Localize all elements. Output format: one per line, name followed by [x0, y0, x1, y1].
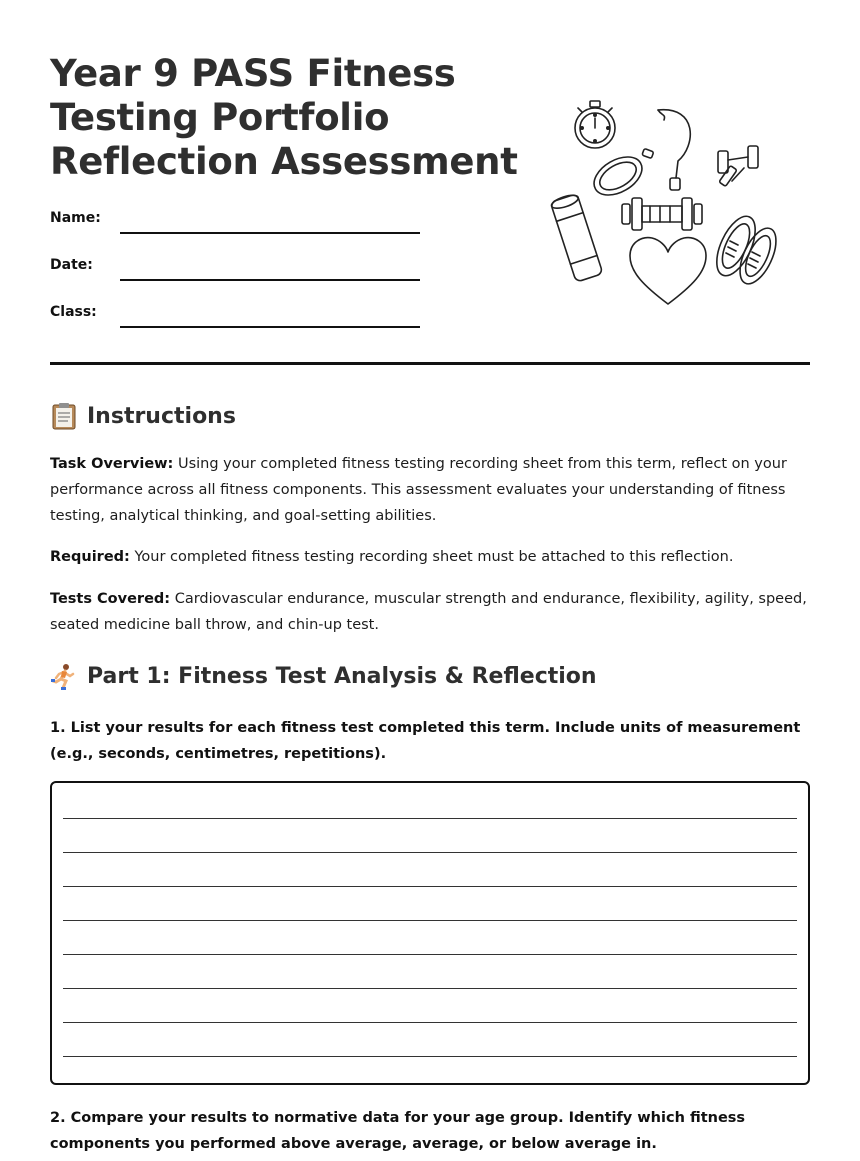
name-input-line[interactable]: [120, 232, 420, 234]
title-line-3: Reflection Assessment: [50, 140, 518, 183]
answer-line: [63, 954, 797, 955]
jump-rope-icon: [587, 110, 690, 203]
required-label: Required:: [50, 549, 130, 565]
answer-line: [63, 886, 797, 887]
task-overview-text: Using your completed fitness testing recording sheet from this term, reflect on your performance across all fitness components. This assessment evaluates your understanding of fitness testing, analytical thinking, and goal-setting abilities.: [50, 456, 787, 524]
section-divider: [50, 362, 810, 365]
page-title: [50, 52, 520, 184]
tests-covered-label: Tests Covered:: [50, 591, 171, 607]
heart-icon: [630, 238, 706, 304]
date-field[interactable]: [50, 257, 420, 287]
runner-icon: [50, 662, 78, 690]
tests-covered-paragraph: [50, 586, 815, 638]
clipboard-icon: [50, 402, 78, 430]
answer-line: [63, 920, 797, 921]
answer-line: [63, 988, 797, 989]
date-input-line[interactable]: [120, 279, 420, 281]
class-label: Class:: [50, 304, 97, 320]
instructions-heading-text: Instructions: [87, 403, 236, 429]
part1-heading-text: Part 1: Fitness Test Analysis & Reflection: [87, 663, 597, 689]
stopwatch-icon: [575, 101, 615, 148]
fitness-equipment-illustration: [548, 96, 780, 310]
sneakers-icon: [709, 211, 780, 289]
title-line-2: Testing Portfolio: [50, 96, 390, 139]
barbell-icon: [622, 198, 702, 230]
answer-line: [63, 818, 797, 819]
name-field[interactable]: [50, 210, 420, 240]
task-overview-label: Task Overview:: [50, 456, 174, 472]
required-paragraph: [50, 544, 815, 570]
answer-line: [63, 852, 797, 853]
instructions-heading: [50, 402, 236, 430]
water-bottle-icon: [550, 193, 603, 282]
question-1-answer-box[interactable]: [50, 781, 810, 1085]
part1-heading: [50, 662, 597, 690]
class-field[interactable]: [50, 304, 420, 334]
task-overview-paragraph: [50, 451, 815, 529]
dumbbell-icon: [718, 146, 758, 186]
tests-covered-text: Cardiovascular endurance, muscular strength and endurance, flexibility, agility, speed, seated medicine ball throw, and chin-up test.: [50, 591, 807, 633]
answer-line: [63, 1022, 797, 1023]
required-text: Your completed fitness testing recording sheet must be attached to this reflection.: [129, 549, 734, 565]
question-2: 2. Compare your results to normative data for your age group. Identify which fitness components you performed above average, average, or below average in.: [50, 1110, 746, 1152]
class-input-line[interactable]: [120, 326, 420, 328]
name-label: Name:: [50, 210, 101, 226]
date-label: Date:: [50, 257, 93, 273]
answer-line: [63, 1056, 797, 1057]
question-1: 1. List your results for each fitness test completed this term. Include units of measurement (e.g., seconds, centimetres, repetitions).: [50, 720, 801, 762]
title-line-1: Year 9 PASS Fitness: [50, 52, 456, 95]
